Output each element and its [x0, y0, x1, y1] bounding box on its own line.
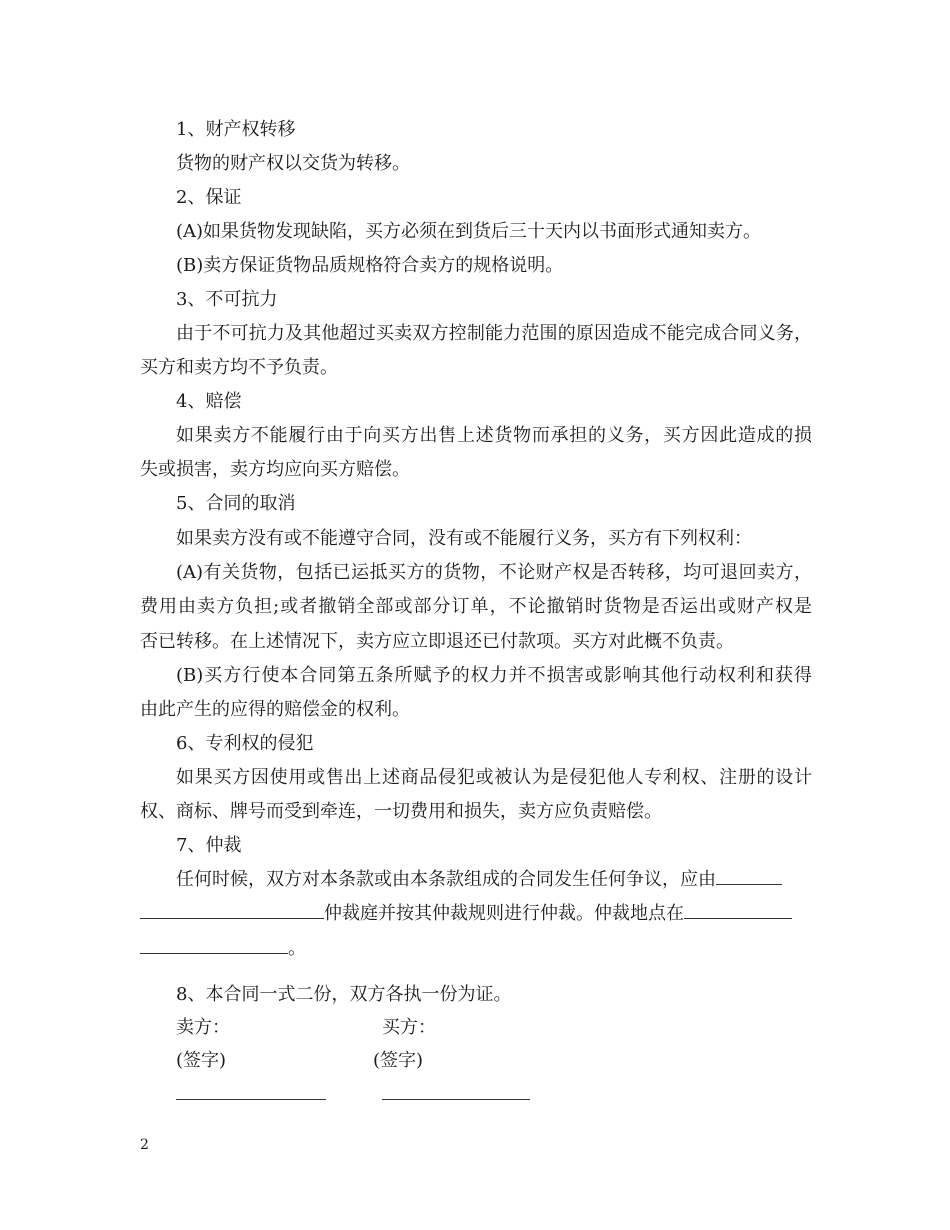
section-6-text-line: 如果买方因使用或售出上述商品侵犯或被认为是侵犯他人专利权、注册的设计	[176, 767, 812, 788]
buyer-signature-line	[382, 1099, 530, 1100]
section-3-heading: 3、不可抗力	[176, 289, 278, 310]
section-5-clause-b-line: (B)买方行使本合同第五条所赋予的权力并不损害或影响其他行动权利和获得	[176, 665, 812, 686]
section-2-clause-b: (B)卖方保证货物品质规格符合卖方的规格说明。	[176, 255, 564, 276]
buyer-sign-note: (签字)	[373, 1050, 424, 1071]
section-2-heading: 2、保证	[176, 187, 242, 208]
section-7-text-line	[140, 937, 812, 961]
section-4-heading: 4、赔偿	[176, 391, 242, 412]
seller-label: 卖方：	[176, 1017, 230, 1038]
section-4-text-line: 如果卖方不能履行由于向买方出售上述货物而承担的义务，买方因此造成的损	[176, 425, 812, 446]
buyer-label: 买方：	[382, 1017, 436, 1038]
section-7-text-end: 。	[288, 938, 306, 959]
page-number: 2	[140, 1137, 149, 1153]
section-8-text: 8、本合同一式二份，双方各执一份为证。	[176, 984, 512, 1005]
arbitration-body-blank	[716, 868, 782, 885]
section-4-text-line: 失或损害，卖方均应向买方赔偿。	[140, 459, 410, 480]
section-5-clause-a-line: 费用由卖方负担;或者撤销全部或部分订单，不论撤销时货物是否运出或财产权是	[140, 596, 812, 617]
arbitration-place-blank	[140, 937, 288, 954]
section-7-heading: 7、仲裁	[176, 835, 242, 856]
section-1-text: 货物的财产权以交货为转移。	[176, 153, 410, 174]
section-5-intro: 如果卖方没有或不能遵守合同，没有或不能履行义务，买方有下列权利：	[176, 528, 752, 549]
section-5-clause-b-line: 由此产生的应得的赔偿金的权利。	[140, 699, 410, 720]
section-5-heading: 5、合同的取消	[176, 493, 296, 514]
section-6-heading: 6、专利权的侵犯	[176, 733, 314, 754]
section-7-text-line	[176, 868, 812, 892]
section-7-text: 任何时候，双方对本条款或由本条款组成的合同发生任何争议，应由	[176, 869, 716, 890]
seller-sign-note: (签字)	[176, 1050, 227, 1071]
section-3-text-line: 买方和卖方均不予负责。	[140, 357, 338, 378]
section-1-heading: 1、财产权转移	[176, 119, 296, 140]
section-5-clause-a-line: (A)有关货物，包括已运抵买方的货物，不论财产权是否转移，均可退回卖方，	[176, 562, 812, 583]
section-2-clause-a: (A)如果货物发现缺陷，买方必须在到货后三十天内以书面形式通知卖方。	[176, 221, 762, 242]
section-7-text: 仲裁庭并按其仲裁规则进行仲裁。仲裁地点在	[324, 903, 684, 924]
arbitration-place-blank	[684, 902, 792, 919]
seller-signature-line	[176, 1099, 326, 1100]
section-7-text-line	[140, 902, 812, 926]
section-6-text-line: 权、商标、牌号而受到牵连，一切费用和损失，卖方应负责赔偿。	[140, 801, 662, 822]
section-3-text-line: 由于不可抗力及其他超过买卖双方控制能力范围的原因造成不能完成合同义务，	[176, 323, 812, 344]
arbitration-body-blank	[140, 902, 324, 919]
section-5-clause-a-line: 否已转移。在上述情况下，卖方应立即退还已付款项。买方对此概不负责。	[140, 631, 734, 652]
